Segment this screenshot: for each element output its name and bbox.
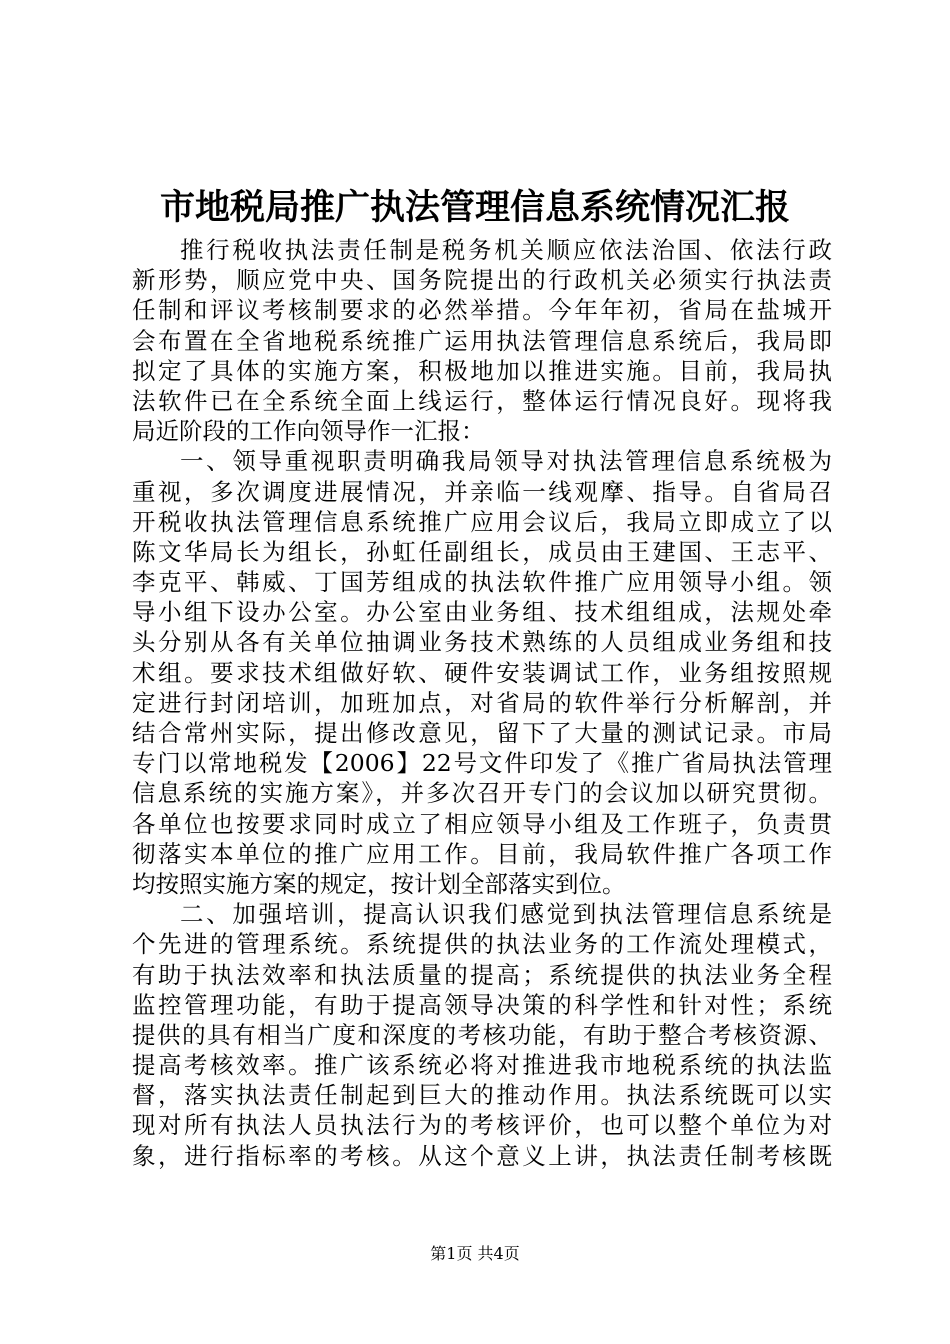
paragraph-line: 结合常州实际，提出修改意见，留下了大量的测试记录。市局 bbox=[132, 719, 832, 747]
paragraph-line: 彻落实本单位的推广应用工作。目前，我局软件推广各项工作 bbox=[132, 839, 832, 868]
paragraph-line: 法软件已在全系统全面上线运行，整体运行情况良好。现将我 bbox=[132, 386, 832, 415]
paragraph-line: 任制和评议考核制要求的必然举措。今年年初，省局在盐城开 bbox=[132, 296, 832, 325]
paragraph-line: 各单位也按要求同时成立了相应领导小组及工作班子，负责贯 bbox=[132, 809, 832, 838]
paragraph-line: 会布置在全省地税系统推广运用执法管理信息系统后，我局即 bbox=[132, 326, 832, 355]
paragraph-line: 陈文华局长为组长，孙虹任副组长，成员由王建国、王志平、 bbox=[132, 537, 832, 566]
page-number-footer: 第1页 共4页 bbox=[430, 1244, 520, 1263]
paragraph-line: 现对所有执法人员执法行为的考核评价，也可以整个单位为对 bbox=[132, 1111, 832, 1140]
paragraph-line: 有助于执法效率和执法质量的提高；系统提供的执法业务全程 bbox=[132, 960, 832, 989]
paragraph-line: 提高考核效率。推广该系统必将对推进我市地税系统的执法监 bbox=[132, 1051, 832, 1080]
paragraph-line: 督，落实执法责任制起到巨大的推动作用。执法系统既可以实 bbox=[132, 1081, 832, 1110]
document-body bbox=[132, 235, 832, 1171]
paragraph-line: 导小组下设办公室。办公室由业务组、技术组组成，法规处牵 bbox=[132, 598, 832, 627]
paragraph-line: 头分别从各有关单位抽调业务技术熟练的人员组成业务组和技 bbox=[132, 628, 832, 657]
paragraph-line: 拟定了具体的实施方案，积极地加以推进实施。目前，我局执 bbox=[132, 356, 832, 385]
paragraph-line: 一、领导重视职责明确我局领导对执法管理信息系统极为 bbox=[180, 447, 832, 476]
paragraph-line: 定进行封闭培训，加班加点，对省局的软件举行分析解剖，并 bbox=[132, 688, 832, 717]
paragraph-line: 推行税收执法责任制是税务机关顺应依法治国、依法行政 bbox=[180, 236, 832, 264]
paragraph-line: 均按照实施方案的规定，按计划全部落实到位。 bbox=[132, 869, 626, 898]
paragraph-line: 局近阶段的工作向领导作一汇报： bbox=[132, 417, 485, 446]
paragraph-line: 专门以常地税发【2006】22号文件印发了《推广省局执法管理 bbox=[132, 749, 832, 778]
paragraph-line: 二、加强培训，提高认识我们感觉到执法管理信息系统是 bbox=[180, 900, 832, 929]
paragraph-line: 信息系统的实施方案》，并多次召开专门的会议加以研究贯彻。 bbox=[132, 779, 832, 808]
paragraph-line: 术组。要求技术组做好软、硬件安装调试工作，业务组按照规 bbox=[132, 658, 832, 687]
paragraph-line: 监控管理功能，有助于提高领导决策的科学性和针对性；系统 bbox=[132, 990, 832, 1019]
paragraph-line: 李克平、韩威、丁国芳组成的执法软件推广应用领导小组。领 bbox=[132, 568, 832, 597]
paragraph-line: 象，进行指标率的考核。从这个意义上讲，执法责任制考核既 bbox=[132, 1141, 832, 1170]
paragraph-line: 重视，多次调度进展情况，并亲临一线观摩、指导。自省局召 bbox=[132, 477, 832, 506]
paragraph-line: 个先进的管理系统。系统提供的执法业务的工作流处理模式， bbox=[132, 930, 832, 959]
paragraph-line: 开税收执法管理信息系统推广应用会议后，我局立即成立了以 bbox=[132, 507, 832, 536]
paragraph-line: 提供的具有相当广度和深度的考核功能，有助于整合考核资源、 bbox=[132, 1020, 832, 1049]
document-title: 市地税局推广执法管理信息系统情况汇报 bbox=[159, 187, 790, 228]
paragraph-line: 新形势，顺应党中央、国务院提出的行政机关必须实行执法责 bbox=[132, 266, 832, 295]
